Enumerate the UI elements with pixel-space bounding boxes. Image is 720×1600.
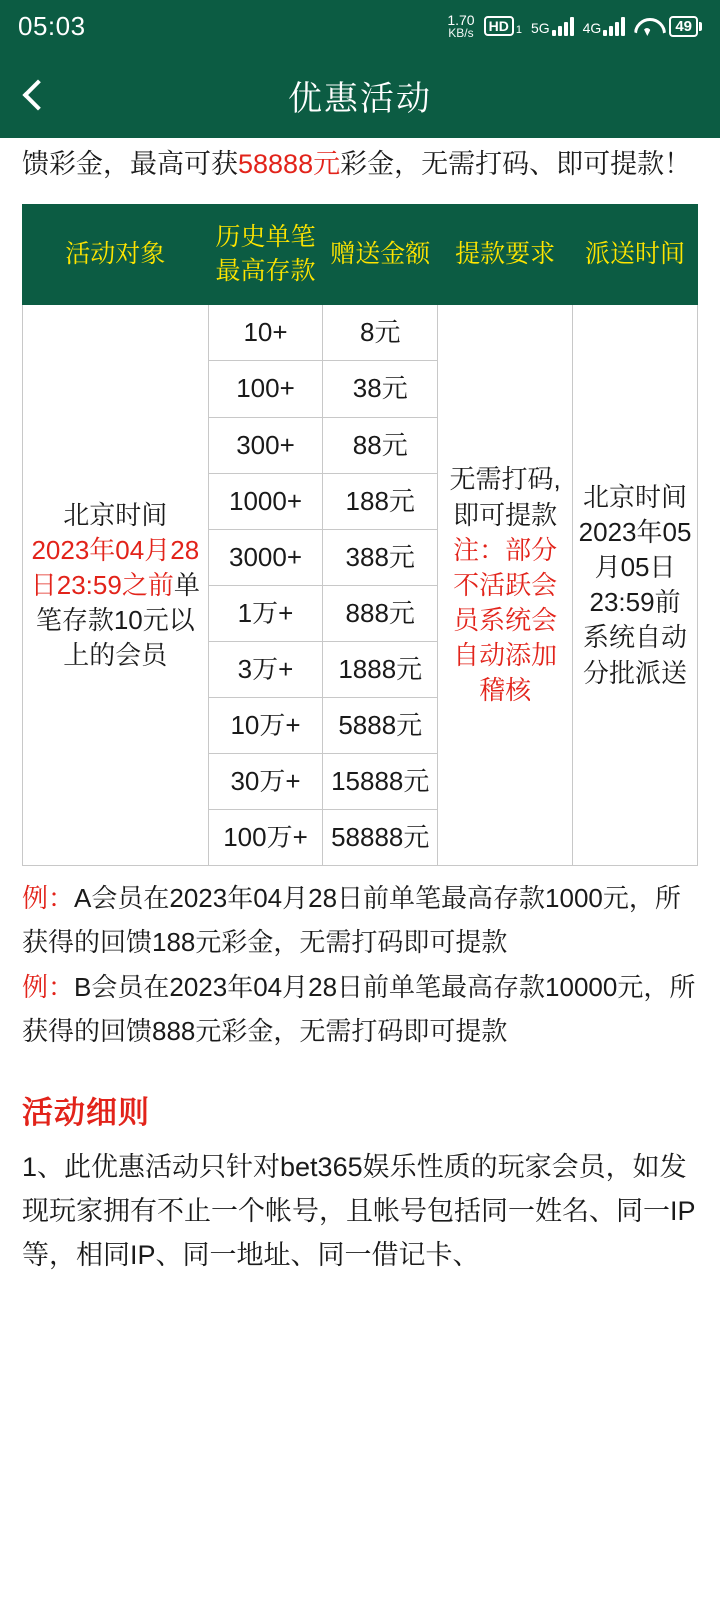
rule-item: 1、此优惠活动只针对bet365娱乐性质的玩家会员，如发现玩家拥有不止一个帐号，且帐号包括同一姓名、同一IP等，相同IP、同一地址、同一借记卡、 xyxy=(22,1152,696,1270)
cell-deposit: 300+ xyxy=(208,417,323,473)
lead-before: 馈彩金，最高可获 xyxy=(22,149,238,179)
network-speed-indicator xyxy=(447,13,474,39)
cell-target xyxy=(23,305,209,866)
battery-level-label: 49 xyxy=(669,16,698,37)
cell-bonus: 888元 xyxy=(323,585,438,641)
promotion-table xyxy=(22,204,698,866)
cell-bonus: 38元 xyxy=(323,361,438,417)
signal-5g-icon xyxy=(531,16,574,36)
page-content xyxy=(0,138,720,1296)
cell-requirement xyxy=(438,305,573,866)
cell-bonus: 5888元 xyxy=(323,698,438,754)
signal-4g-bars xyxy=(603,16,625,36)
example-label: 例： xyxy=(22,971,75,1002)
target-line3: 单笔存款10元以上的会员 xyxy=(35,569,200,670)
cell-bonus: 388元 xyxy=(323,529,438,585)
cell-deposit: 3万+ xyxy=(208,641,323,697)
lead-highlight: 58888元 xyxy=(238,149,341,179)
lead-after: 彩金，无需打码、即可提款！ xyxy=(340,149,692,179)
battery-icon xyxy=(669,16,702,37)
cell-delivery: 北京时间2023年05月05日23:59前系统自动分批派送 xyxy=(573,305,698,866)
status-icons xyxy=(447,13,702,39)
page-title: 优惠活动 xyxy=(288,79,432,118)
hd-icon xyxy=(484,16,522,36)
cell-bonus: 15888元 xyxy=(323,754,438,810)
status-bar xyxy=(0,0,720,52)
target-line2: 2023年04月28日23:59之前 xyxy=(30,534,200,600)
wifi-icon xyxy=(634,16,660,36)
example-label: 例： xyxy=(22,883,75,914)
example-line xyxy=(22,876,698,964)
network-speed-value: 1.70 xyxy=(447,12,475,28)
battery-tip xyxy=(699,22,702,31)
cell-bonus: 188元 xyxy=(323,473,438,529)
rules-block xyxy=(22,1146,698,1296)
section-heading: 活动细则 xyxy=(22,1095,150,1131)
title-bar xyxy=(0,52,720,138)
table-header-row xyxy=(23,204,698,305)
network-speed-unit: KB/s xyxy=(448,26,474,40)
cell-bonus: 1888元 xyxy=(323,641,438,697)
cell-deposit: 100万+ xyxy=(208,810,323,866)
requirement-main: 无需打码,即可提款 xyxy=(449,464,561,530)
hd-sub-label: 1 xyxy=(515,24,522,36)
table-header xyxy=(23,204,698,305)
requirement-note: 注：部分不活跃会员系统会自动添加稽核 xyxy=(453,534,558,706)
signal-4g-label: 4G xyxy=(582,20,602,36)
signal-4g-icon xyxy=(583,16,626,36)
cell-bonus: 88元 xyxy=(323,417,438,473)
cell-deposit: 1000+ xyxy=(208,473,323,529)
examples-block xyxy=(22,876,698,1053)
th-target: 活动对象 xyxy=(23,204,209,305)
signal-5g-label: 5G xyxy=(530,20,550,36)
signal-5g-bars xyxy=(552,16,574,36)
cell-bonus: 8元 xyxy=(323,305,438,361)
table-row xyxy=(23,305,698,361)
example-text: B会员在2023年04月28日前单笔最高存款10000元，所获得的回馈888元彩金，无需打码即可提款 xyxy=(22,971,696,1046)
th-deposit: 历史单笔最高存款 xyxy=(208,204,323,305)
th-bonus: 赠送金额 xyxy=(323,204,438,305)
cell-deposit: 10万+ xyxy=(208,698,323,754)
cell-deposit: 1万+ xyxy=(208,585,323,641)
example-text: A会员在2023年04月28日前单笔最高存款1000元，所获得的回馈188元彩金，无需打码即可提款 xyxy=(22,883,681,958)
th-requirement: 提款要求 xyxy=(438,204,573,305)
status-clock: 05:03 xyxy=(18,10,86,41)
hd-badge-label: HD xyxy=(484,16,514,36)
cell-bonus: 58888元 xyxy=(323,810,438,866)
cell-deposit: 100+ xyxy=(208,361,323,417)
example-line xyxy=(22,965,698,1053)
cell-deposit: 30万+ xyxy=(208,754,323,810)
table-body xyxy=(23,305,698,866)
cell-deposit: 3000+ xyxy=(208,529,323,585)
lead-paragraph xyxy=(22,138,698,186)
cell-deposit: 10+ xyxy=(208,305,323,361)
th-delivery: 派送时间 xyxy=(573,204,698,305)
target-line1: 北京时间 xyxy=(63,499,168,530)
